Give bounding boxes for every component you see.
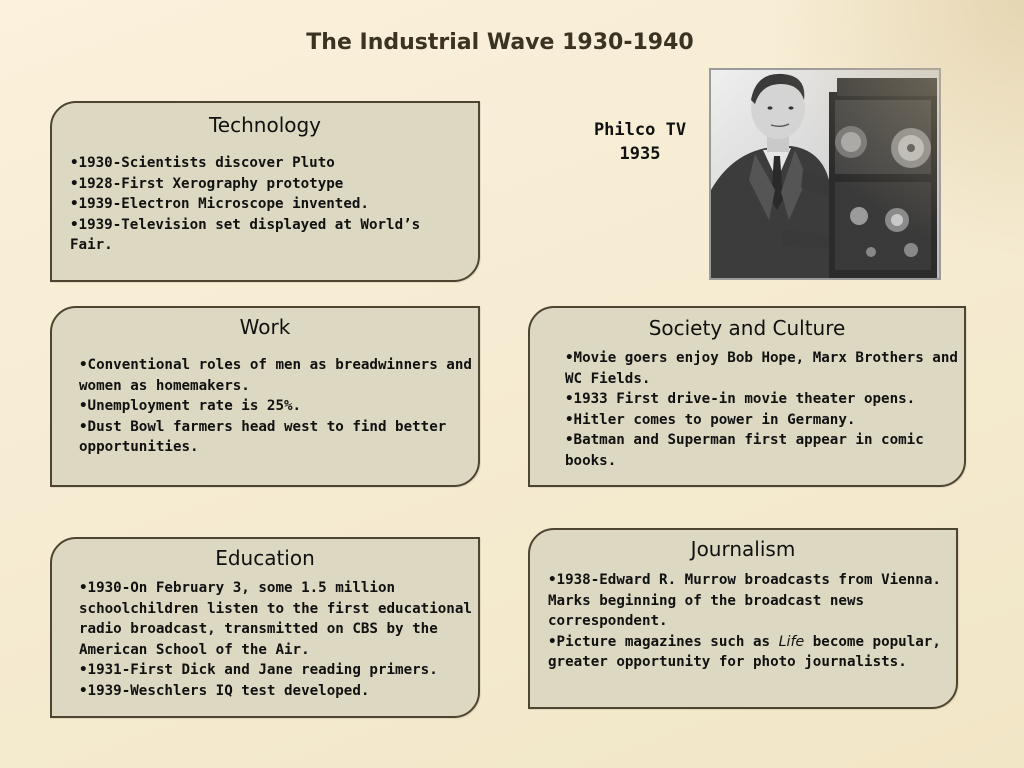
technology-heading: Technology [208,113,322,137]
list-item: • Batman and Superman first appear in comic books. [565,430,960,471]
education-heading: Education [215,546,315,570]
life-magazine-title: Life [778,633,805,650]
caption-line-2: 1935 [619,144,661,164]
picture-item-before: Picture magazines such as [556,633,779,650]
technology-list [70,153,470,256]
list-item: • 1939-Electron Microscope invented. [70,194,470,215]
journalism-heading: Journalism [690,537,796,561]
list-item: • Dust Bowl farmers head west to find better opportunities. [79,417,474,458]
education-box [50,537,480,718]
list-item: • 1939-Weschlers IQ test developed. [79,681,474,702]
technology-box [50,101,480,282]
photo-caption [585,118,695,166]
photo-illustration [711,70,939,278]
caption-line-1: Philco TV [593,120,687,140]
list-item: • Hitler comes to power in Germany. [565,410,960,431]
slide-title: The Industrial Wave 1930-1940 [306,30,694,55]
list-item: • Unemployment rate is 25%. [79,396,474,417]
list-item: • 1938-Edward R. Murrow broadcasts from Vienna. Marks beginning of the broadcast news correspondent. [548,570,948,632]
list-item: • Movie goers enjoy Bob Hope, Marx Brothers and WC Fields. [565,348,960,389]
list-item: • 1933 First drive-in movie theater opens. [565,389,960,410]
list-item: • 1928-First Xerography prototype [70,174,470,195]
list-item: • 1930-Scientists discover Pluto [70,153,470,174]
picture-item-after: become popular, greater opportunity for photo journalists. [548,633,941,670]
work-list [79,355,474,458]
education-list [79,578,474,701]
list-item: • Conventional roles of men as breadwinners and women as homemakers. [79,355,474,396]
journalism-list [548,570,948,673]
philco-tv-photo [709,68,941,280]
list-item [548,632,948,673]
work-heading: Work [239,315,291,339]
society-culture-list [565,348,960,471]
society-culture-heading: Society and Culture [648,316,846,340]
society-culture-box [528,306,966,487]
list-item: • 1930-On February 3, some 1.5 million schoolchildren listen to the first educational radio broadcast, transmitted on CBS by the American School of the Air. [79,578,474,660]
journalism-box [528,528,958,709]
work-box [50,306,480,487]
list-item: • 1931-First Dick and Jane reading primers. [79,660,474,681]
list-item: • 1939-Television set displayed at World’s Fair. [70,215,470,256]
